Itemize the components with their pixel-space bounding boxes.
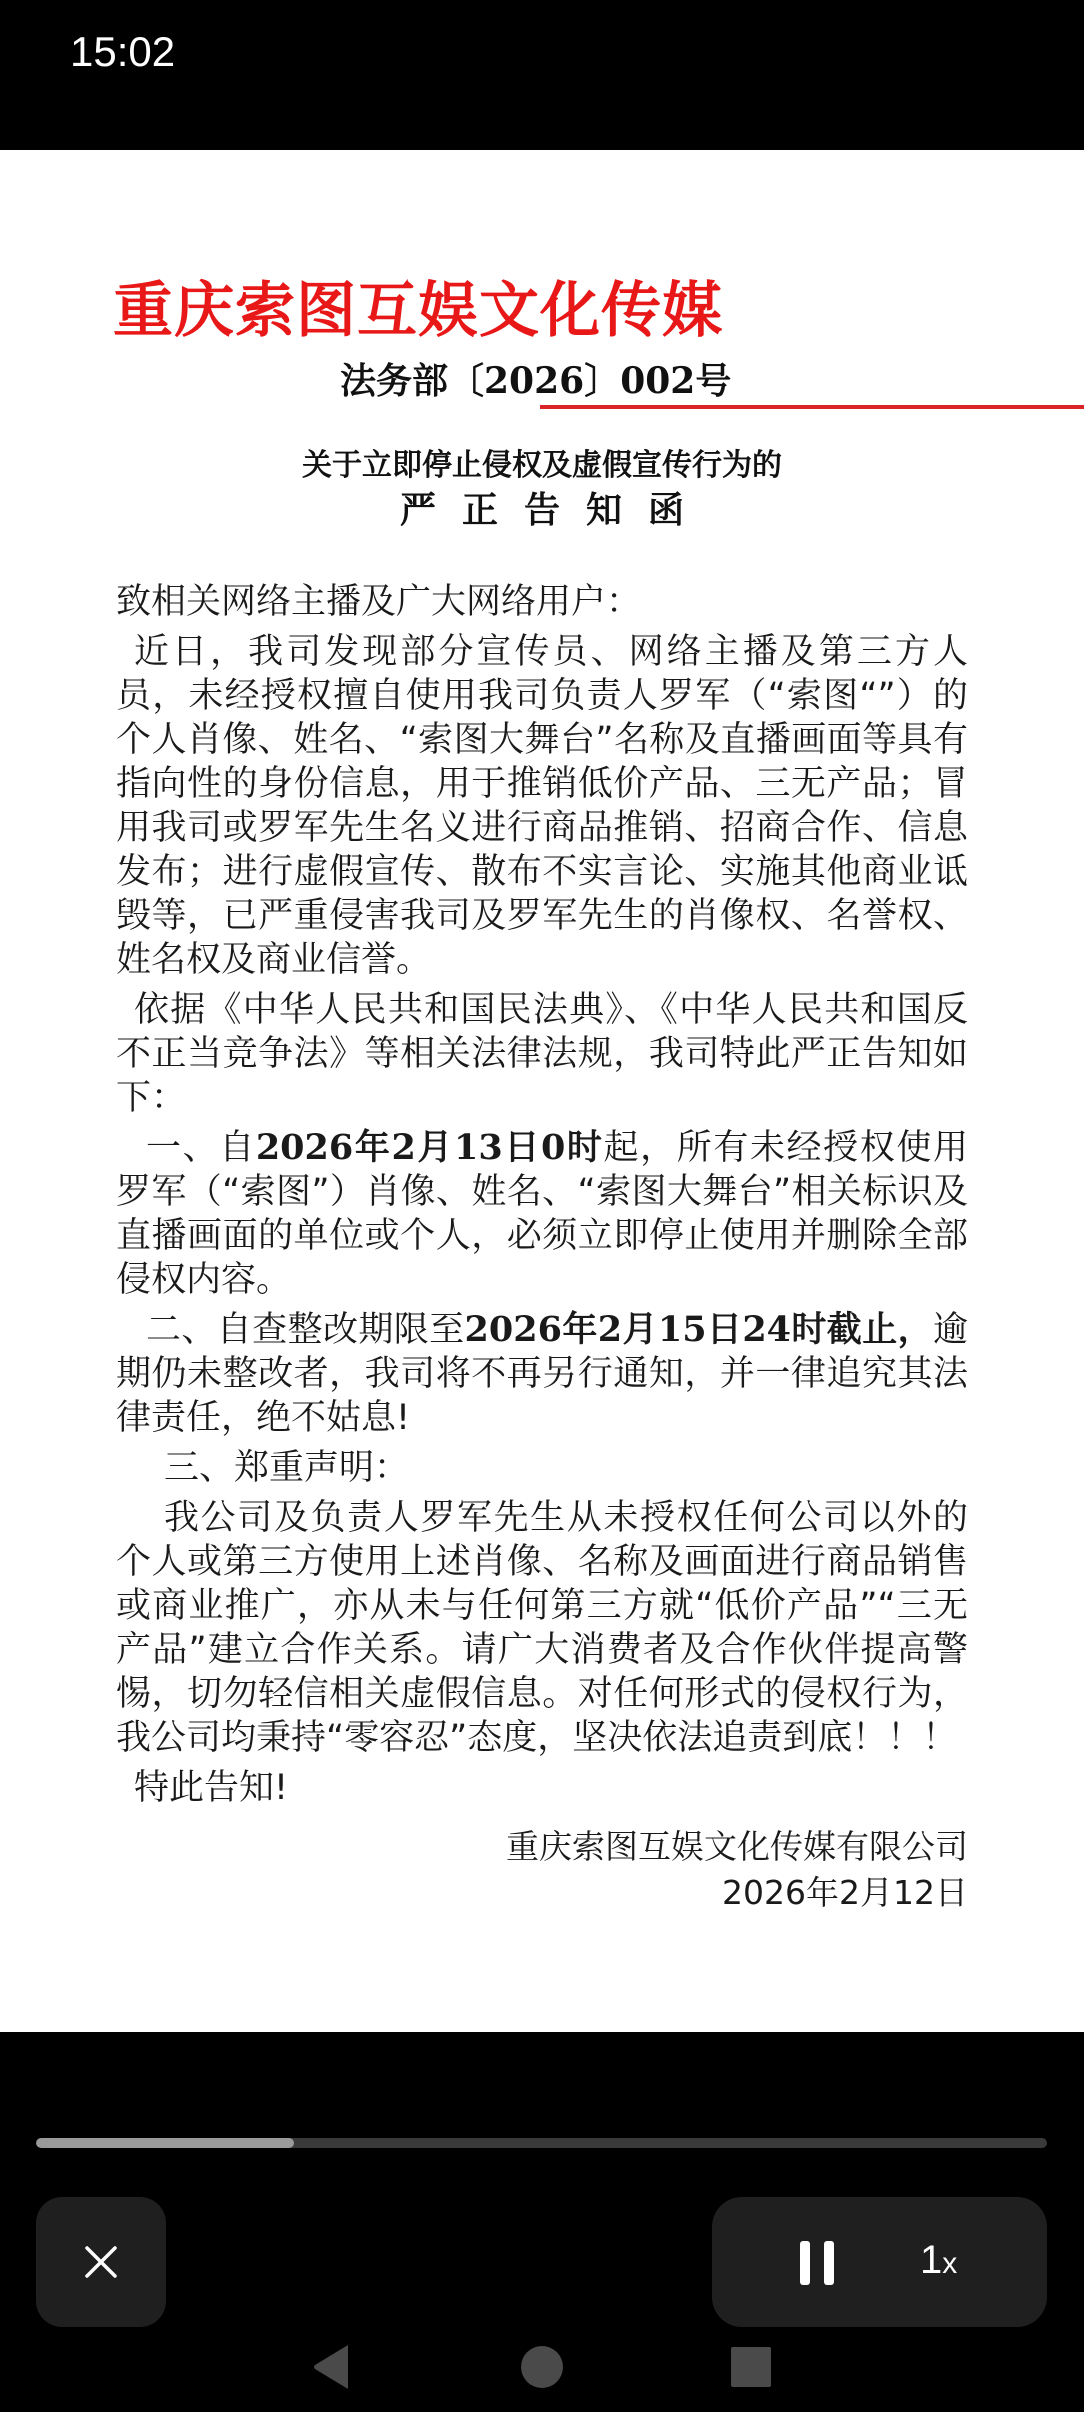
document-number: 法务部〔2026〕002号 <box>340 360 732 402</box>
item-3-heading: 三、郑重声明： <box>164 1448 410 1488</box>
document-title: 严正告知函 <box>399 490 710 531</box>
back-icon[interactable] <box>313 2345 349 2389</box>
close-icon <box>81 2242 121 2282</box>
close-button[interactable] <box>36 2197 166 2327</box>
item-2 <box>116 1308 968 1440</box>
item-1-text: 起，所有未经授权使用罗军（“索图”）肖像、姓名、“索图大舞台”相关标识及直播画面的单位或个人，必须立即停止使用并删除全部侵权内容。 <box>116 1128 968 1300</box>
speed-button[interactable] <box>920 2235 957 2289</box>
signature <box>116 1824 968 1916</box>
salutation: 致相关网络主播及广大网络用户： <box>116 582 642 622</box>
status-bar <box>0 0 1084 150</box>
status-time: 15:02 <box>70 28 176 75</box>
paragraph-2: 依据《中华人民共和国民法典》、《中华人民共和国反不正当竞争法》等相关法律法规，我司特此严正告知如下： <box>116 990 968 1118</box>
home-icon[interactable] <box>520 2345 564 2389</box>
document-subtitle: 关于立即停止侵权及虚假宣传行为的 <box>302 448 782 483</box>
item-2-deadline: 2026年2月15日24时截止， <box>464 1309 933 1350</box>
playback-progress-fill <box>36 2138 294 2148</box>
pause-button[interactable] <box>800 2241 834 2285</box>
playback-controls <box>712 2197 1047 2327</box>
speed-unit: x <box>942 2247 958 2280</box>
item-1-date: 2026年2月13日0时 <box>255 1127 604 1168</box>
signature-date: 2026年2月12日 <box>722 1873 968 1912</box>
document-body <box>116 580 968 1916</box>
signature-company: 重庆索图互娱文化传媒有限公司 <box>506 1827 968 1866</box>
recents-icon[interactable] <box>731 2347 771 2387</box>
paragraph-1: 近日，我司发现部分宣传员、网络主播及第三方人员，未经授权擅自使用我司负责人罗军（“索图“”）的个人肖像、姓名、“索图大舞台”名称及直播画面等具有指向性的身份信息，用于推销低价产品、三无产品；冒用我司或罗军先生名义进行商品推销、招商合作、信息发布；进行虚假宣传、散布不实言论、实施其他商业诋毁等，已严重侵害我司及罗军先生的肖像权、名誉权、姓名权及商业信誉。 <box>116 632 968 980</box>
item-1 <box>116 1126 968 1302</box>
closing: 特此告知! <box>134 1768 289 1808</box>
speed-value: 1 <box>920 2238 943 2282</box>
company-header: 重庆索图互娱文化传媒 <box>113 276 723 346</box>
header-red-rule <box>540 405 1084 409</box>
playback-progress-bar[interactable] <box>36 2138 1047 2148</box>
item-2-text: 逾期仍未整改者，我司将不再另行通知，并一律追究其法律责任，绝不姑息! <box>116 1310 968 1438</box>
item-1-prefix: 一、自 <box>146 1128 256 1168</box>
item-3-body: 我公司及负责人罗军先生从未授权任何公司以外的个人或第三方使用上述肖像、名称及画面进行商品销售或商业推广，亦从未与任何第三方就“低价产品”“三无产品”建立合作关系。请广大消费者及合作伙伴提高警惕，切勿轻信相关虚假信息。对任何形式的侵权行为，我公司均秉持“零容忍”态度，坚决依法追责到底！！！ <box>116 1498 968 1758</box>
item-2-prefix: 二、自查整改期限至 <box>146 1310 465 1350</box>
